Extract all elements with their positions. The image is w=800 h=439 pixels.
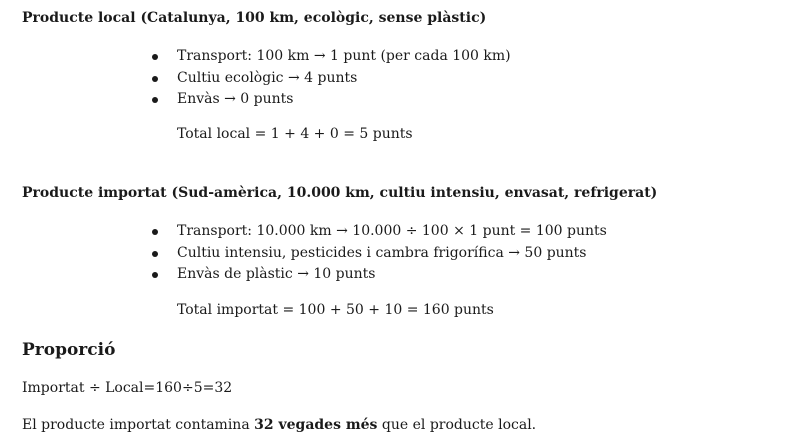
bullet-icon bbox=[152, 54, 158, 60]
conclusion-text-end: que el producte local. bbox=[377, 417, 537, 433]
local-heading-detail: (Catalunya, 100 km, ecològic, sense plàstic) bbox=[140, 10, 487, 26]
bullet-icon bbox=[152, 251, 158, 257]
conclusion-text-start: El producte importat contamina bbox=[22, 417, 255, 433]
list-item-text: Transport: 100 km → 1 punt (per cada 100 km) bbox=[177, 48, 511, 64]
imported-product-heading bbox=[22, 185, 657, 201]
list-item bbox=[150, 46, 511, 68]
bullet-icon bbox=[152, 97, 158, 103]
list-item-text: Envàs → 0 punts bbox=[177, 91, 294, 107]
local-total: Total local = 1 + 4 + 0 = 5 punts bbox=[177, 126, 413, 142]
local-product-heading bbox=[22, 10, 486, 26]
conclusion-paragraph bbox=[22, 417, 536, 433]
list-item bbox=[150, 264, 607, 286]
bullet-icon bbox=[152, 229, 158, 235]
list-item bbox=[150, 221, 607, 243]
bullet-icon bbox=[152, 76, 158, 82]
imported-bullet-list bbox=[150, 221, 607, 286]
list-item-text: Cultiu intensiu, pesticides i cambra frigorífica → 50 punts bbox=[177, 244, 587, 261]
list-item-text: Envàs de plàstic → 10 punts bbox=[177, 266, 376, 282]
conclusion-emphasis: 32 vegades més bbox=[254, 417, 378, 433]
list-item bbox=[150, 68, 511, 90]
list-item-text: Cultiu ecològic → 4 punts bbox=[177, 69, 358, 86]
local-heading-title: Producte local bbox=[22, 10, 136, 26]
bullet-icon bbox=[152, 272, 158, 278]
imported-total: Total importat = 100 + 50 + 10 = 160 punts bbox=[177, 302, 494, 318]
proportion-formula: Importat ÷ Local=160÷5=32 bbox=[22, 380, 233, 396]
list-item-text: Transport: 10.000 km → 10.000 ÷ 100 × 1 punt = 100 punts bbox=[177, 223, 607, 239]
proportion-title: Proporció bbox=[22, 340, 116, 360]
local-bullet-list bbox=[150, 46, 511, 111]
list-item bbox=[150, 243, 607, 265]
imported-heading-title: Producte importat bbox=[22, 185, 167, 201]
imported-heading-detail: (Sud-amèrica, 10.000 km, cultiu intensiu, envasat, refrigerat) bbox=[171, 185, 658, 201]
list-item bbox=[150, 89, 511, 111]
